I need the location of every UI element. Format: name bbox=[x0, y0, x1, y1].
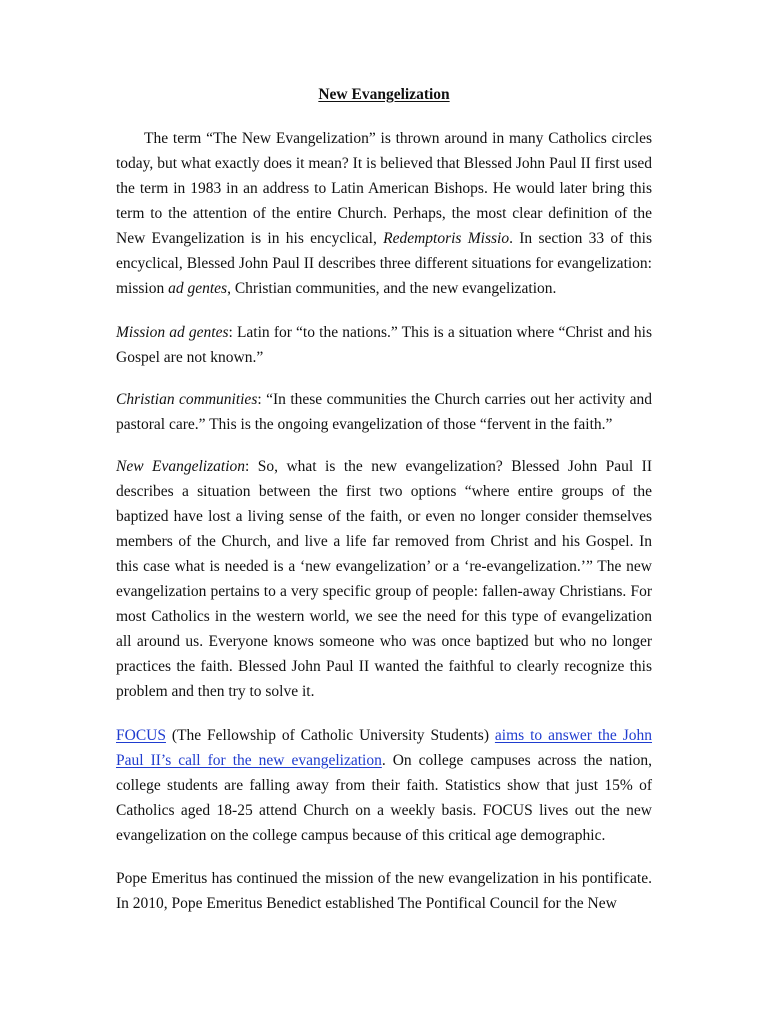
paragraph-text: : Latin for “to the nations.” This is a situation where “Christ and his Gospel are not known.” bbox=[116, 324, 652, 366]
paragraph-text: . On college campuses across the nation, college students are falling away from their faith. Statistics show that just 15% of Catholics aged 18-25 attend Church on a weekly basis. FOCUS lives out the new evangelization on the college campus because of this critical age demographic. bbox=[116, 752, 653, 844]
paragraph-text: , Christian communities, and the new evangelization. bbox=[227, 280, 557, 297]
focus-link[interactable]: FOCUS bbox=[116, 727, 166, 744]
paragraph-christian-communities bbox=[116, 387, 652, 437]
paragraph-intro bbox=[116, 126, 652, 301]
paragraph-new-evangelization bbox=[116, 454, 652, 704]
paragraph-focus bbox=[116, 723, 652, 848]
term-label: New Evangelization bbox=[116, 458, 245, 475]
page-title: New Evangelization bbox=[318, 86, 450, 103]
paragraph-text: . In section 33 of this encyclical, Blessed John Paul II describes three different situations for evangelization: mission bbox=[116, 230, 653, 297]
paragraph-text: : “In these communities the Church carries out her activity and pastoral care.” This is the ongoing evangelization of those “fervent in the faith.” bbox=[116, 391, 652, 433]
paragraph-pope-emeritus bbox=[116, 866, 652, 916]
paragraph-text: The term “The New Evangelization” is thrown around in many Catholics circles today, but what exactly does it mean? It is believed that Blessed John Paul II first used the term in 1983 in an address to Latin American Bishops. He would later bring this term to the attention of the entire Church. Perhaps, the most clear definition of the New Evangelization is in his encyclical, bbox=[116, 130, 652, 247]
term-label: Christian communities bbox=[116, 391, 258, 408]
call-for-evangelization-link[interactable]: aims to answer the John Paul II’s call for the new evangelization bbox=[116, 727, 653, 769]
paragraph-text: : So, what is the new evangelization? Blessed John Paul II describes a situation between the first two options “where entire groups of the baptized have lost a living sense of the faith, or even no longer consider themselves members of the Church, and live a life far removed from Christ and his Gospel. In this case what is needed is a ‘new evangelization’ or a ‘re-evangelization.’” The new evangelization pertains to a very specific group of people: fallen-away Christians. For most Catholics in the western world, we see the need for this type of evangelization all around us. Everyone knows someone who was once baptized but who no longer practices the faith. Blessed John Paul II wanted the faithful to clearly recognize this problem and then try to solve it. bbox=[116, 458, 652, 700]
encyclical-title: Redemptoris Missio bbox=[383, 230, 510, 247]
latin-term: ad gentes bbox=[168, 280, 228, 297]
paragraph-text: (The Fellowship of Catholic University Students) bbox=[165, 727, 495, 744]
paragraph-mission-ad-gentes bbox=[116, 320, 652, 370]
term-label: Mission ad gentes bbox=[116, 324, 229, 341]
paragraph-text: Pope Emeritus has continued the mission of the new evangelization in his pontificate. In 2010, Pope Emeritus Benedict established The Pontifical Council for the New bbox=[116, 870, 652, 912]
